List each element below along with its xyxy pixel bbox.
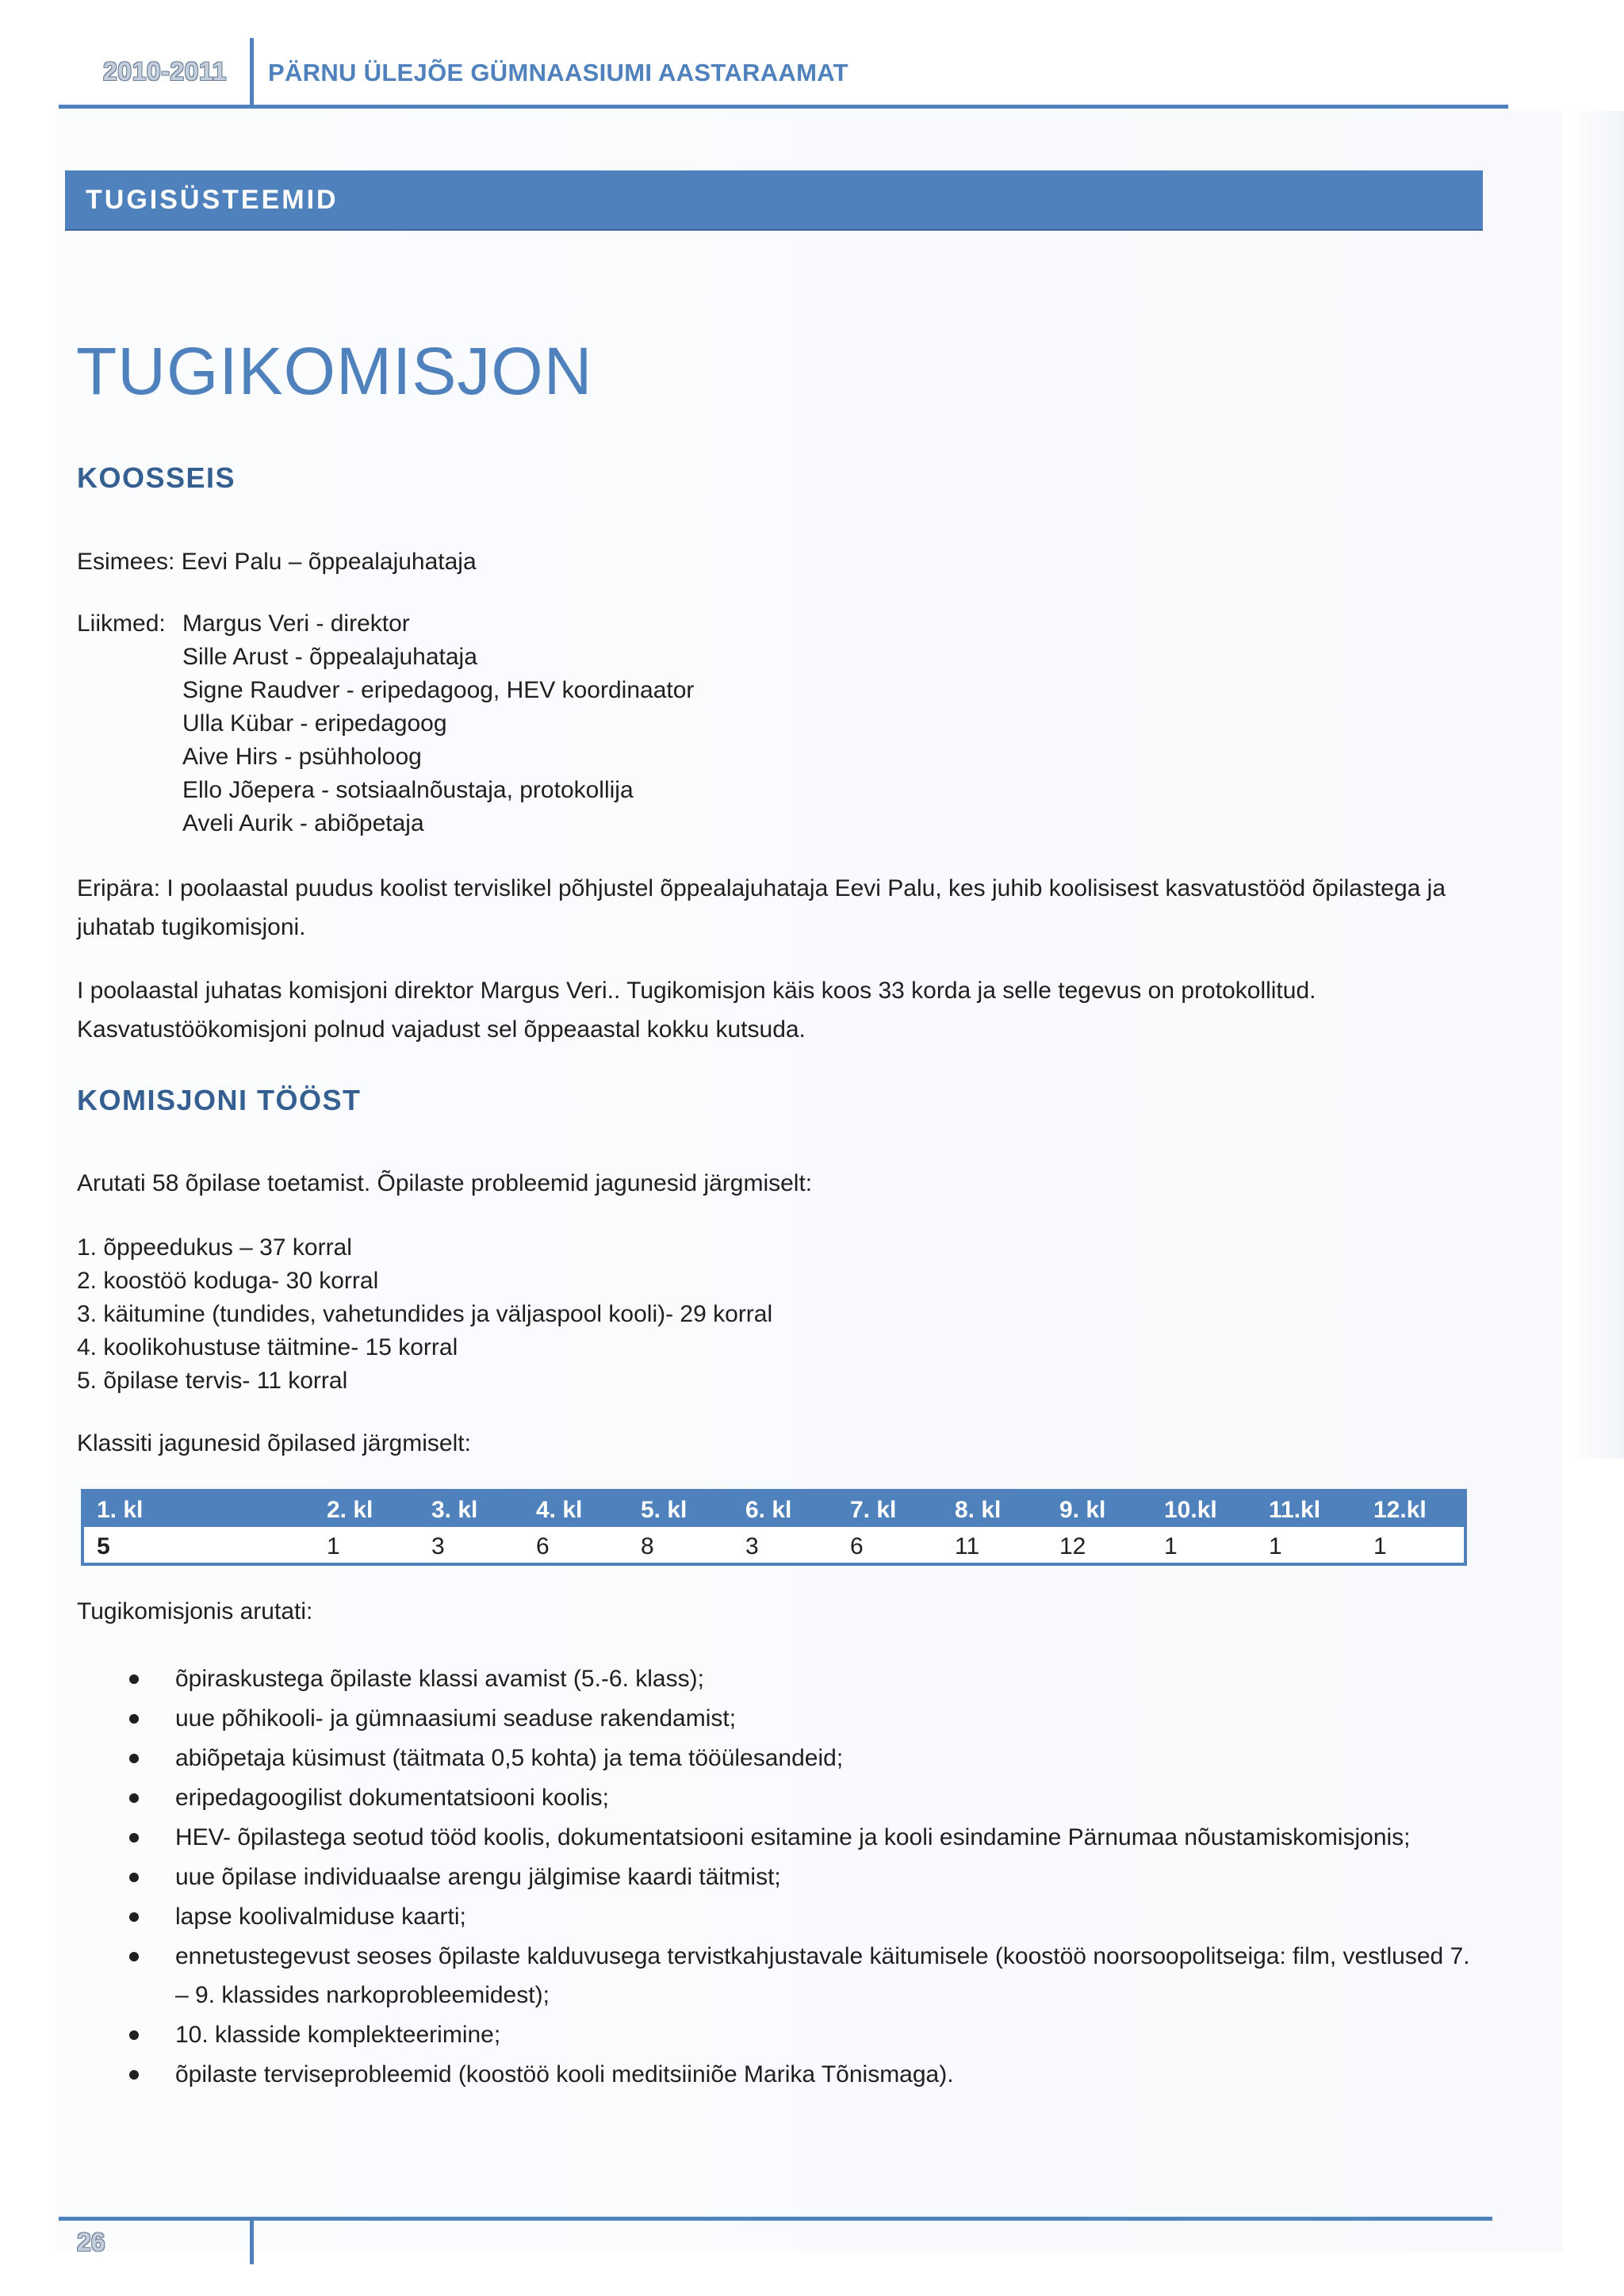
- header-title: PÄRNU ÜLEJÕE GÜMNAASIUMI AASTARAAMAT: [268, 59, 848, 86]
- table-header-cell: 10.kl: [1164, 1497, 1217, 1523]
- bullet-dot-icon: [129, 1714, 139, 1724]
- bullet-item: [77, 1778, 1480, 1817]
- table-header-cell: 12.kl: [1373, 1497, 1427, 1523]
- problem-item: 4. koolikohustuse täitmine- 15 korral: [77, 1334, 458, 1360]
- bullet-item: [77, 1937, 1480, 2015]
- problem-item: 2. koostöö koduga- 30 korral: [77, 1268, 379, 1294]
- table-header-cell: 4. kl: [536, 1497, 583, 1523]
- header-year: 2010-2011: [103, 57, 227, 86]
- bullet-text: lapse koolivalmiduse kaarti;: [175, 1904, 466, 1930]
- table-header-cell: 7. kl: [850, 1497, 897, 1523]
- bullet-text: abiõpetaja küsimust (täitmata 0,5 kohta) ja tema tööülesandeid;: [175, 1745, 844, 1771]
- section-banner-label: TUGISÜSTEEMID: [86, 185, 339, 215]
- table-cell: 3: [745, 1533, 759, 1559]
- class-intro: Klassiti jagunesid õpilased järgmiselt:: [77, 1430, 471, 1456]
- composition-paragraph: Eripära: I poolaastal puudus koolist tervislikel põhjustel õppealajuhataja Eevi Palu, kes juhib koolisisest kasvatustööd õpilastega ja juhatab tugikomisjoni.: [77, 875, 1446, 940]
- members-label: Liikmed:: [77, 610, 166, 637]
- work-heading: KOMISJONI TÖÖST: [77, 1084, 362, 1116]
- table-header-cell: 11.kl: [1269, 1497, 1321, 1523]
- table-header-cell: 2. kl: [327, 1497, 373, 1523]
- header-separator: [250, 38, 254, 108]
- members-list: [182, 607, 694, 840]
- member-item: Ulla Kübar - eripedagoog: [182, 710, 447, 737]
- bullet-text: ennetustegevust seoses õpilaste kalduvusega tervistkahjustavale käitumisele (koostöö noorsoopolitseiga: film, vestlused 7. – 9. klassides narkoprobleemidest);: [175, 1943, 1470, 2008]
- bullet-dot-icon: [129, 1754, 139, 1763]
- bullet-item: [77, 1739, 1480, 1777]
- member-item: Aive Hirs - psühholoog: [182, 744, 422, 770]
- footer-rule: [59, 2217, 1492, 2221]
- problem-item: 3. käitumine (tundides, vahetundides ja väljaspool kooli)- 29 korral: [77, 1301, 773, 1327]
- composition-heading: KOOSSEIS: [77, 461, 236, 494]
- page-edge-shadow: [1568, 111, 1624, 1459]
- bullet-item: [77, 2055, 1480, 2094]
- table-cell: 1: [1373, 1533, 1387, 1559]
- member-item: Aveli Aurik - abiõpetaja: [182, 810, 424, 836]
- bullet-text: 10. klasside komplekteerimine;: [175, 2022, 501, 2048]
- bullet-item: [77, 1858, 1480, 1896]
- problems-list: [77, 1231, 772, 1398]
- page-number: 26: [77, 2228, 105, 2256]
- table-header-cell: 8. kl: [955, 1497, 1002, 1523]
- bullet-item: [77, 1897, 1480, 1936]
- bullet-text: eripedagoogilist dokumentatsiooni koolis;: [175, 1785, 610, 1811]
- bullet-dot-icon: [129, 1952, 139, 1961]
- member-item: Ello Jõepera - sotsiaalnõustaja, protokollija: [182, 777, 634, 803]
- bullet-item: [77, 1659, 1480, 1698]
- table-header-cell: 9. kl: [1059, 1497, 1106, 1523]
- footer-separator: [250, 2220, 254, 2264]
- discussed-list: [77, 1659, 1480, 2095]
- bullet-text: õpiraskustega õpilaste klassi avamist (5.-6. klass);: [175, 1666, 704, 1692]
- table-header-cell: 1. kl: [97, 1497, 144, 1523]
- bullet-item: [77, 2015, 1480, 2054]
- bullet-dot-icon: [129, 1912, 139, 1922]
- bullet-dot-icon: [129, 1793, 139, 1803]
- bullet-item: [77, 1818, 1480, 1857]
- bullet-dot-icon: [129, 1833, 139, 1843]
- table-header-cell: 6. kl: [745, 1497, 792, 1523]
- chair-line: Esimees: Eevi Palu – õppealajuhataja: [77, 549, 477, 575]
- bullet-item: [77, 1699, 1480, 1738]
- table-cell: 1: [1164, 1533, 1178, 1559]
- bullet-dot-icon: [129, 2070, 139, 2080]
- problem-item: 1. õppeedukus – 37 korral: [77, 1234, 352, 1261]
- bullet-dot-icon: [129, 2030, 139, 2040]
- page-title: TUGIKOMISJON: [76, 334, 593, 408]
- member-item: Signe Raudver - eripedagoog, HEV koordinaator: [182, 677, 695, 703]
- member-item: Sille Arust - õppealajuhataja: [182, 644, 477, 670]
- table-cell: 6: [536, 1533, 550, 1559]
- table-cell: 8: [641, 1533, 654, 1559]
- discussed-intro: Tugikomisjonis arutati:: [77, 1598, 313, 1624]
- class-table: [81, 1489, 1467, 1566]
- problem-item: 5. õpilase tervis- 11 korral: [77, 1368, 348, 1394]
- table-header-cell: 3. kl: [431, 1497, 478, 1523]
- bullet-dot-icon: [129, 1873, 139, 1882]
- section-banner: [65, 170, 1483, 231]
- table-cell: 6: [850, 1533, 864, 1559]
- bullet-text: HEV- õpilastega seotud tööd koolis, dokumentatsiooni esitamine ja kooli esindamine Pärnumaa nõustamiskomisjonis;: [175, 1824, 1411, 1850]
- work-intro: Arutati 58 õpilase toetamist. Õpilaste probleemid jagunesid järgmiselt:: [77, 1170, 813, 1196]
- composition-paragraph: I poolaastal juhatas komisjoni direktor Margus Veri.. Tugikomisjon käis koos 33 korda ja selle tegevus on protokollitud. Kasvatustöökomisjoni polnud vajadust sel õppeaastal kokku kutsuda.: [77, 978, 1316, 1043]
- table-cell: 3: [431, 1533, 445, 1559]
- table-cell: 1: [327, 1533, 340, 1559]
- bullet-text: uue õpilase individuaalse arengu jälgimise kaardi täitmist;: [175, 1864, 781, 1890]
- bullet-text: uue põhikooli- ja gümnaasiumi seaduse rakendamist;: [175, 1705, 737, 1732]
- table-cell: 12: [1059, 1533, 1086, 1559]
- table-cell: 11: [955, 1533, 980, 1559]
- table-cell: 5: [97, 1533, 110, 1559]
- bullet-dot-icon: [129, 1674, 139, 1684]
- header-rule: [59, 105, 1508, 109]
- member-item: Margus Veri - direktor: [182, 610, 410, 637]
- table-cell: 1: [1269, 1533, 1282, 1559]
- bullet-text: õpilaste terviseprobleemid (koostöö kooli meditsiiniõe Marika Tõnismaga).: [175, 2061, 954, 2087]
- table-header-cell: 5. kl: [641, 1497, 688, 1523]
